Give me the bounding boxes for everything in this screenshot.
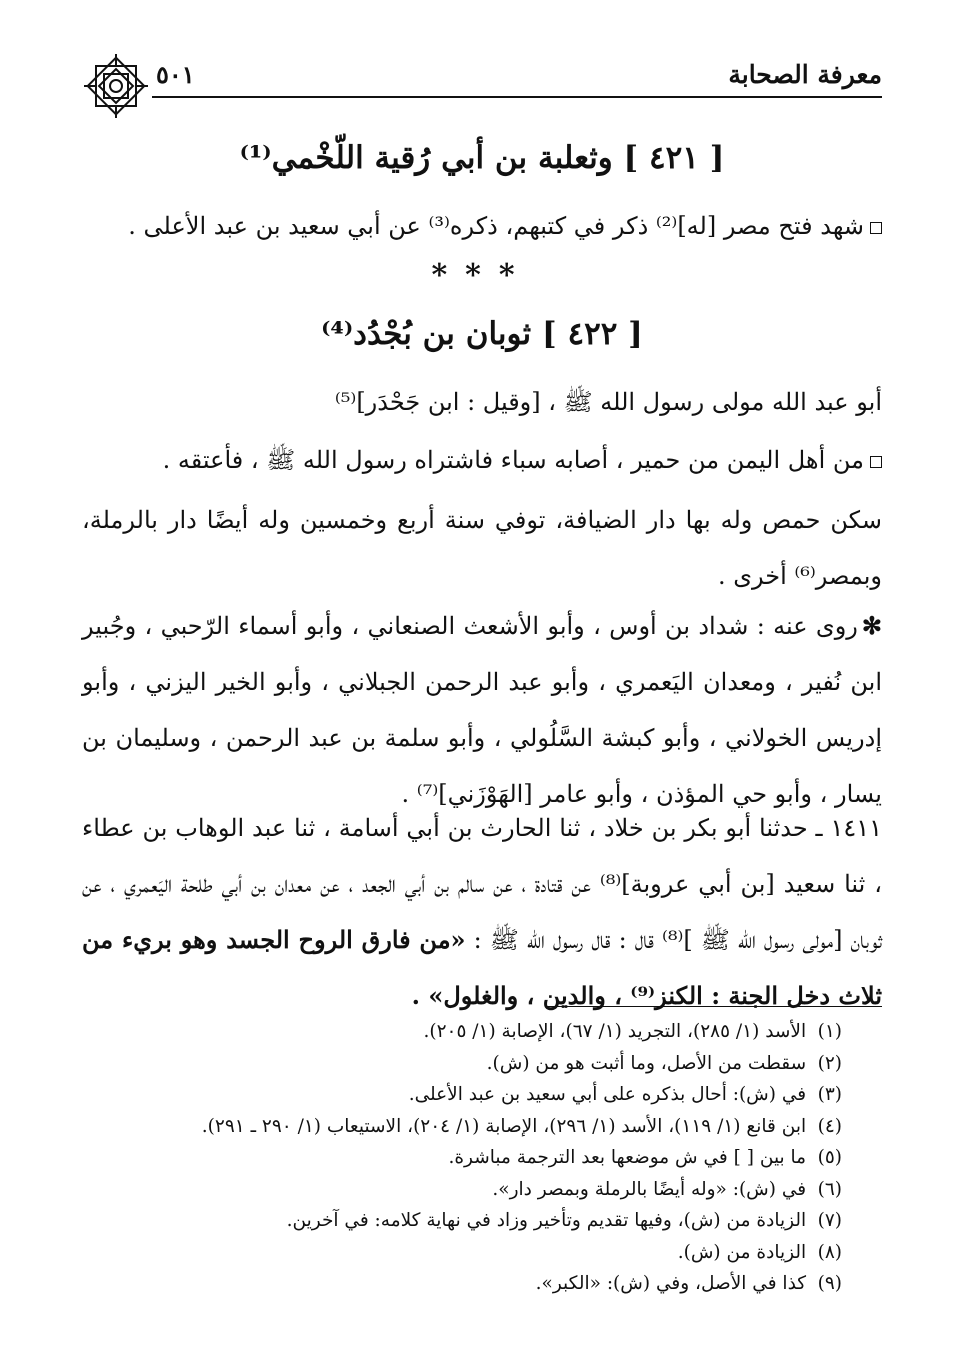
footnote-text: ابن قانع (١/ ١١٩)، الأسد (١/ ٢٩٦)، الإصابة (١/ ٢٠٤)، الاستيعاب (١/ ٢٩٠ ـ ٢٩١). <box>201 1115 807 1137</box>
running-title: معرفة الصحابة <box>728 60 882 89</box>
entry-422-residence: سكن حمص وله بها دار الضيافة، توفي سنة أربع وخمسين وله أيضًا دار بالرملة، وبمصر⁽⁶⁾ أخرى . <box>82 506 882 590</box>
footnote-number: (٧) <box>817 1210 842 1231</box>
page-number: ٥٠١ <box>156 60 195 89</box>
footnote-item <box>82 1268 842 1300</box>
footnote-text: ما بين [ ] في ش موضعها بعد الترجمة مباشرة. <box>448 1147 807 1168</box>
paragraph-text: روى عنه : شداد بن أوس ، وأبو الأشعث الصنعاني ، وأبو أسماء الرّحبي ، وجُبير ابن نُفير ، ومعدان اليَعمري ، وأبو عبد الرحمن الجبلاني ، وأبو الخير اليزني ، وأبو إدريس الخولاني ، وأبو كبشة السَّلُولي ، وأبو سلمة بن عبد الرحمن ، وسليمان بن يسار ، وأبو حي المؤذن ، وأبو عامر [الهَوْزَني]⁽⁷⁾ . <box>82 612 882 808</box>
paragraph-text: من أهل اليمن من حمير ، أصابه سباء فاشتراه رسول الله ﷺ ، فأعتقه . <box>162 446 864 474</box>
footnote-text: في (ش): «وله أيضًا بالرملة وبمصر دار». <box>492 1178 807 1200</box>
footnote-text: سقطت من الأصل، وما أثبت هو من (ش). <box>486 1052 807 1074</box>
footnote-item <box>82 1111 842 1143</box>
hadith-1411 <box>82 800 882 1024</box>
footnote-number: (٣) <box>817 1084 842 1105</box>
footnote-number: (٥) <box>817 1147 842 1168</box>
asterisk-icon: ✻ <box>861 611 882 640</box>
entry-422-narrators <box>82 598 882 822</box>
entry-422-kunya: أبو عبد الله مولى رسول الله ﷺ ، [وقيل : ابن جَحْدَر]⁽⁵⁾ <box>334 388 882 416</box>
footnote-text: كذا في الأصل، وفي (ش): «الكبر». <box>535 1273 807 1294</box>
footnote-item <box>82 1048 842 1080</box>
page-header <box>82 52 882 112</box>
entry-421-paragraph <box>82 198 882 254</box>
footnote-item <box>82 1205 842 1237</box>
footnote-number: (٤) <box>817 1115 842 1137</box>
footnote-rule <box>546 1006 882 1007</box>
ornament-star-icon <box>82 52 150 120</box>
footnote-number: (٩) <box>817 1273 842 1294</box>
footnote-item <box>82 1237 842 1269</box>
section-separator-stars: *** <box>431 258 533 293</box>
footnote-item <box>82 1016 842 1048</box>
footnote-number: (٨) <box>817 1241 842 1263</box>
footnote-item <box>82 1174 842 1206</box>
square-bullet-icon <box>870 456 882 468</box>
footnotes <box>82 1016 842 1300</box>
footnote-text: في (ش): أحال بذكره على أبي سعيد بن عبد الأعلى. <box>408 1084 807 1105</box>
entry-title-422: [ ٤٢٢ ] ثوبان بن بُجْدُد⁽⁴⁾ <box>321 316 643 352</box>
footnote-number: (١) <box>817 1021 842 1042</box>
entry-title-421: [ ٤٢١ ] وثعلبة بن أبي رُقية اللّخْمي⁽¹⁾ <box>239 140 725 176</box>
footnote-number: (٦) <box>817 1178 842 1200</box>
footnote-text: الأسد (١/ ٢٨٥)، التجريد (١/ ٦٧)، الإصابة (١/ ٢٠٥). <box>423 1021 807 1042</box>
header-rule <box>152 96 882 98</box>
footnote-text: الزيادة من (ش)، وفيها تقديم وتأخير وزاد في نهاية كلامه: في آخرين. <box>286 1210 807 1231</box>
footnote-item <box>82 1079 842 1111</box>
square-bullet-icon <box>870 222 882 234</box>
footnote-number: (٢) <box>817 1052 842 1074</box>
isnad-text: ١٤١١ ـ حدثنا أبو بكر بن خلاد ، ثنا الحارث بن أبي أسامة ، ثنا عبد الوهاب بن عطاء ، ثنا سعيد [بن أبي عروبة]⁽⁸⁾ عن قتادة ، عن سالم بن أبي الجعد ، عن معدان بن أبي طلحة اليَعمري ، عن ثوبان [مولى رسول الله ﷺ ]⁽⁸⁾ قال : قال رسول الله ﷺ : <box>82 814 882 954</box>
footnote-text: الزيادة من (ش). <box>677 1241 807 1263</box>
paragraph-text: شهد فتح مصر [له]⁽²⁾ ذكر في كتبهم، ذكره⁽³⁾ عن أبي سعيد بن عبد الأعلى . <box>128 212 864 240</box>
footnote-item <box>82 1142 842 1174</box>
hadith-matn: «من فارق الروح الجسد وهو بريء من ثلاث دخل الجنة : الكنز⁽⁹⁾ ، والدين ، والغلول» . <box>82 925 882 1010</box>
entry-422-origin <box>82 432 882 488</box>
